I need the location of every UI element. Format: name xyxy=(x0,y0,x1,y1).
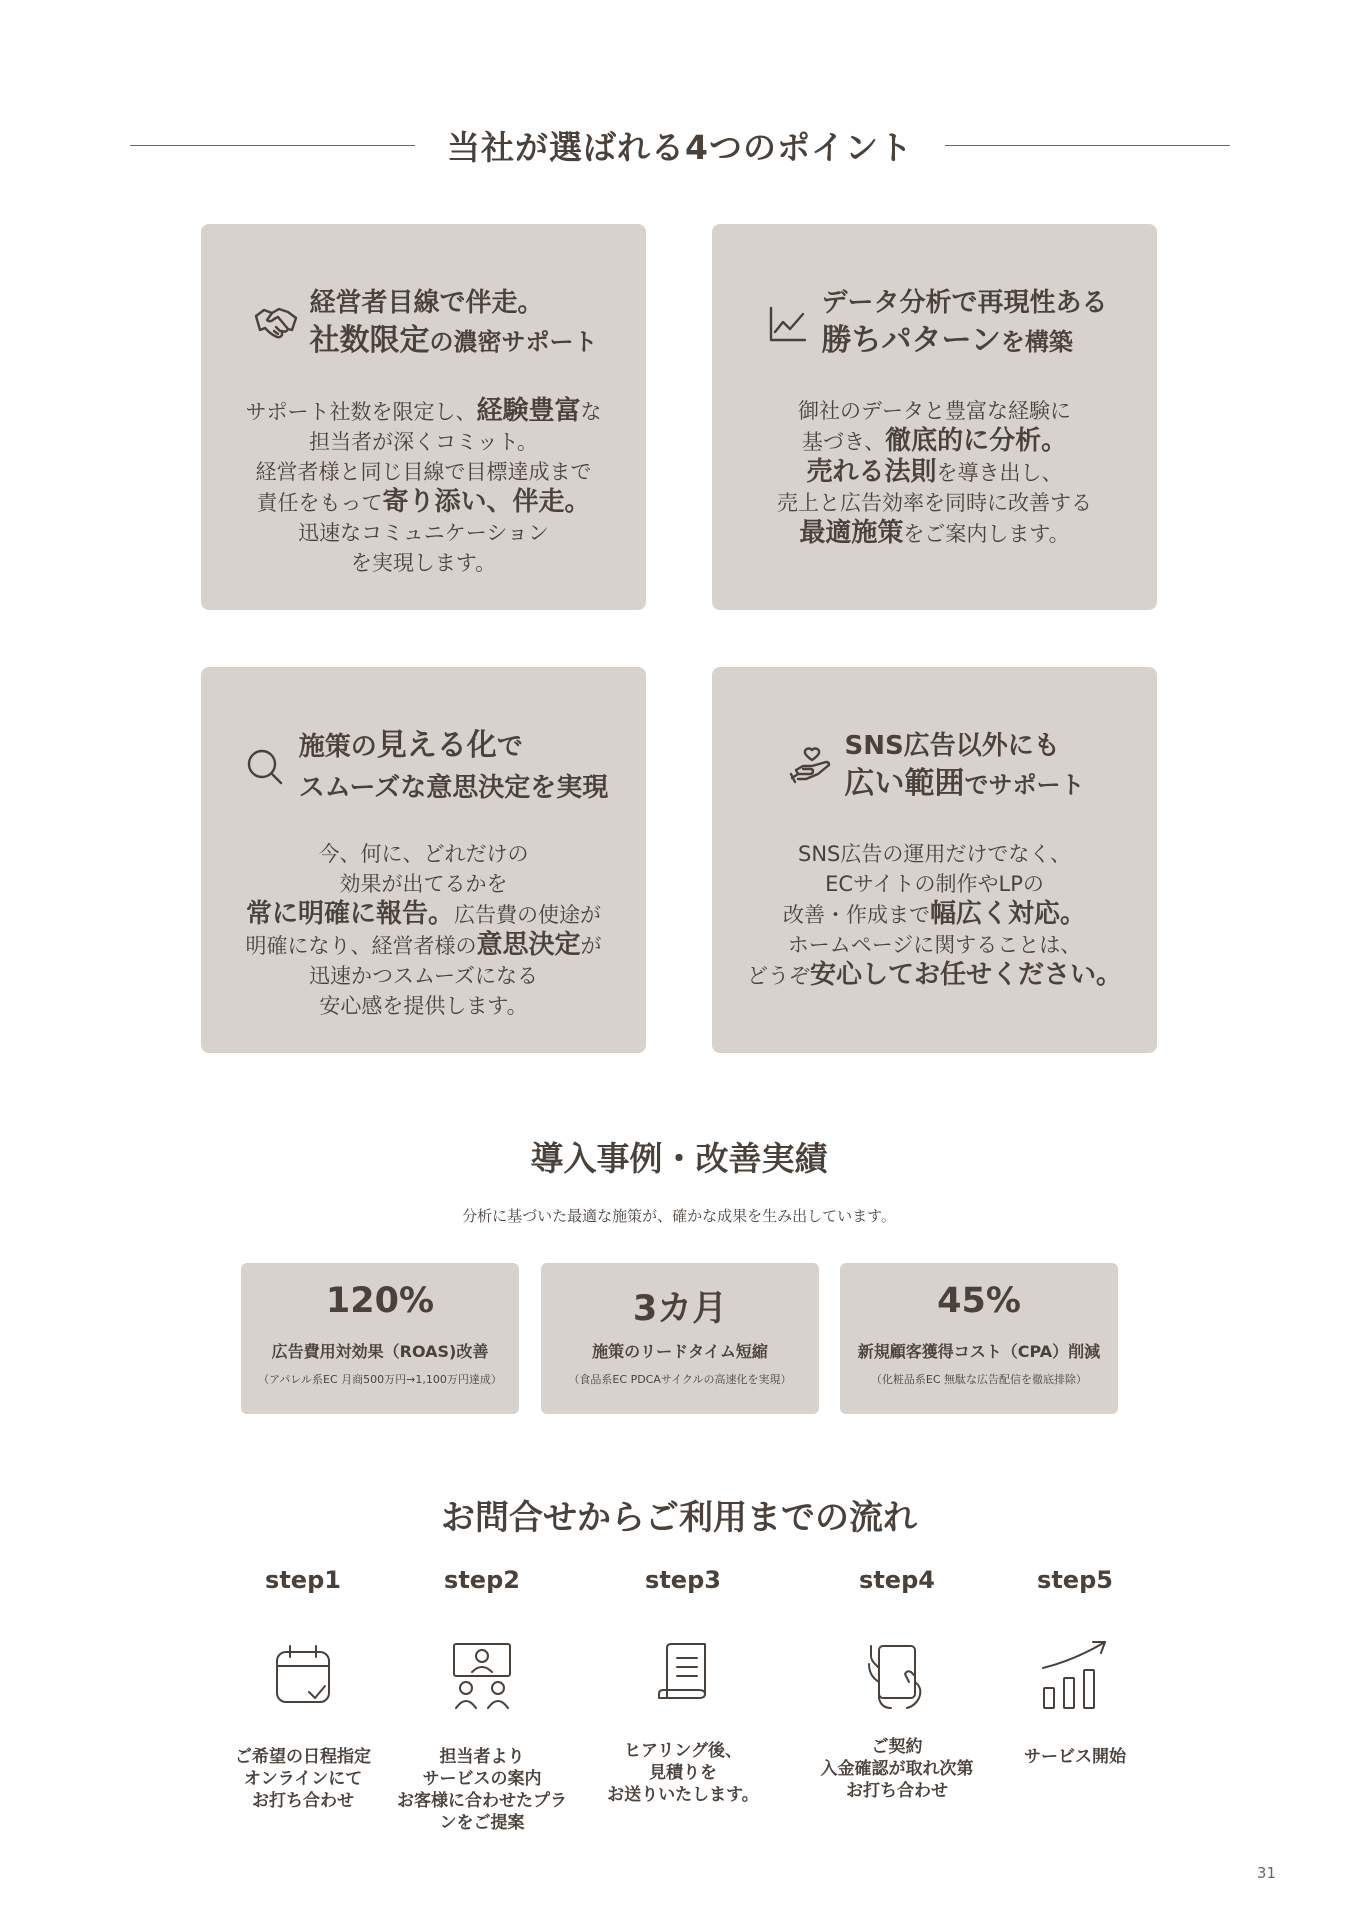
card-title xyxy=(845,727,1085,807)
stat-card-lead-time xyxy=(541,1263,819,1414)
step-text-line: ご契約 xyxy=(871,1737,923,1757)
card-title-line-1: 経営者目線で伴走。 xyxy=(309,288,544,318)
body-line: 売上と広告効率を同時に改善する xyxy=(777,491,1092,515)
body-line xyxy=(722,899,1147,930)
step-text-line: お送りいたします。 xyxy=(607,1785,759,1805)
card-title-line-2 xyxy=(821,322,1107,364)
body-text: 改善・作成まで xyxy=(782,903,930,927)
card-header xyxy=(201,284,646,364)
card-title xyxy=(310,284,598,364)
title-rest: でサポート xyxy=(964,771,1085,799)
body-text: 責任をもって xyxy=(256,491,383,515)
body-text: をご案内します。 xyxy=(903,522,1070,546)
body-line xyxy=(211,396,636,427)
body-line xyxy=(722,426,1147,457)
title-text: 施策の xyxy=(298,732,377,762)
card-body xyxy=(722,839,1147,991)
body-line: ホームページに関することは、 xyxy=(787,933,1082,957)
title-emphasis: 広い範囲 xyxy=(844,766,965,801)
body-line xyxy=(722,518,1147,549)
feature-card-visualization xyxy=(201,667,646,1053)
stat-label: 新規顧客獲得コスト（CPA）削減 xyxy=(857,1342,1101,1361)
body-line: ECサイトの制作やLPの xyxy=(825,872,1044,896)
step-text-line: ンをご提案 xyxy=(439,1813,525,1833)
card-title xyxy=(821,284,1107,364)
step-text xyxy=(965,1746,1185,1768)
card-header xyxy=(201,727,646,807)
section-heading xyxy=(130,120,1230,170)
body-emphasis: 常に明確に報告。 xyxy=(245,899,454,929)
line-chart-icon xyxy=(761,298,813,350)
body-emphasis: 幅広く対応。 xyxy=(929,899,1086,929)
body-text: が xyxy=(580,934,602,958)
body-text: どうぞ xyxy=(746,964,810,988)
section-title: 当社が選ばれる4つのポイント xyxy=(447,127,913,167)
flow-step-2 xyxy=(372,1560,592,1834)
step-text-line: お打ち合わせ xyxy=(846,1781,948,1801)
tablet-sign-icon xyxy=(857,1636,937,1716)
stat-label: 広告費用対効果（ROAS)改善 xyxy=(271,1342,489,1361)
card-title-line-2 xyxy=(845,765,1085,807)
stat-value: 45% xyxy=(937,1281,1021,1321)
body-line: 迅速なコミュニケーション xyxy=(298,521,549,545)
title-emphasis: 見える化 xyxy=(376,728,497,763)
body-text: を導き出し、 xyxy=(936,461,1063,485)
body-line: SNS広告の運用だけでなく、 xyxy=(798,842,1071,866)
card-title-line-1: SNS広告以外にも xyxy=(844,731,1060,761)
step-text-line: サービスの案内 xyxy=(422,1769,542,1789)
card-title-line-1: データ分析で再現性ある xyxy=(821,288,1108,318)
body-line: 効果が出てるかを xyxy=(339,872,508,896)
heading-rule-right xyxy=(945,145,1230,146)
body-line: 今、何に、どれだけの xyxy=(318,842,529,866)
step-text-line: お打ち合わせ xyxy=(252,1791,354,1811)
body-emphasis: 安心してお任せください。 xyxy=(809,960,1122,990)
body-line: 迅速かつスムーズになる xyxy=(309,964,538,988)
stat-note: （化粧品系EC 無駄な広告配信を徹底排除） xyxy=(870,1373,1088,1386)
step-text-line: ヒアリング後、 xyxy=(624,1741,742,1761)
body-emphasis: 意思決定 xyxy=(476,930,581,960)
title-emphasis: 勝ちパターン xyxy=(821,323,1001,358)
step-text-line: 見積りを xyxy=(649,1763,717,1783)
body-emphasis: 寄り添い、伴走。 xyxy=(382,487,591,517)
calendar-check-icon xyxy=(263,1636,343,1716)
card-title xyxy=(299,727,608,807)
body-emphasis: 最適施策 xyxy=(799,518,904,548)
page-number: 31 xyxy=(1256,1864,1276,1882)
hand-heart-icon xyxy=(785,741,837,793)
step-text xyxy=(372,1746,592,1834)
body-line: 担当者が深くコミット。 xyxy=(309,430,538,454)
video-meeting-icon xyxy=(442,1636,522,1716)
stat-card-roas xyxy=(241,1263,519,1414)
body-emphasis: 売れる法則 xyxy=(806,457,937,487)
step-text-line: 入金確認が取れ次第 xyxy=(820,1759,974,1779)
step-text-line: オンラインにて xyxy=(243,1769,363,1789)
title-rest: の濃密サポート xyxy=(429,328,598,356)
step-label: step5 xyxy=(1037,1566,1113,1594)
handshake-icon xyxy=(250,298,302,350)
body-line xyxy=(211,930,636,961)
body-emphasis: 経験豊富 xyxy=(476,396,581,426)
flow-step-3 xyxy=(573,1560,793,1806)
body-text: サポート社数を限定し、 xyxy=(245,400,477,424)
step-text-line: ご希望の日程指定 xyxy=(235,1747,371,1767)
body-text: 広告費の使途が xyxy=(454,903,601,927)
stat-value: 3カ月 xyxy=(632,1289,728,1329)
stat-label: 施策のリードタイム短縮 xyxy=(592,1342,768,1361)
card-title-line-2: スムーズな意思決定を実現 xyxy=(298,773,609,803)
search-icon xyxy=(239,741,291,793)
title-emphasis: 社数限定 xyxy=(309,323,430,358)
body-line xyxy=(211,899,636,930)
card-body xyxy=(211,839,636,1021)
step-text-line: 担当者より xyxy=(439,1747,525,1767)
card-title-line-2 xyxy=(310,322,598,364)
card-body xyxy=(211,396,636,578)
body-emphasis: 徹底的に分析。 xyxy=(885,426,1068,456)
case-studies-title: 導入事例・改善実績 xyxy=(530,1139,828,1178)
body-text: 基づき、 xyxy=(801,430,886,454)
card-header xyxy=(712,284,1157,364)
case-studies-subtitle: 分析に基づいた最適な施策が、確かな成果を生み出しています。 xyxy=(462,1207,896,1225)
body-line: を実現します。 xyxy=(350,551,497,575)
card-header xyxy=(712,727,1157,807)
stat-value: 120% xyxy=(325,1281,435,1321)
feature-card-data-analysis xyxy=(712,224,1157,610)
body-line: 経営者様と同じ目線で目標達成まで xyxy=(255,460,592,484)
feature-card-hands-on-support xyxy=(201,224,646,610)
heading-rule-left xyxy=(130,145,415,146)
card-title-line-1 xyxy=(299,727,608,769)
flow-step-5 xyxy=(965,1560,1185,1768)
title-text: で xyxy=(496,732,523,762)
body-line xyxy=(211,487,636,518)
body-line: 御社のデータと豊富な経験に xyxy=(798,399,1071,423)
stat-note: （アパレル系EC 月商500万円→1,100万円達成） xyxy=(258,1373,502,1386)
step-label: step3 xyxy=(645,1566,721,1594)
body-text: 明確になり、経営者様の xyxy=(245,934,477,958)
document-icon xyxy=(643,1636,723,1716)
card-body xyxy=(722,396,1147,549)
step-text-line: サービス開始 xyxy=(1024,1747,1126,1767)
step-label: step2 xyxy=(444,1566,520,1594)
stat-card-cpa xyxy=(840,1263,1118,1414)
growth-chart-icon xyxy=(1035,1636,1115,1716)
step-label: step1 xyxy=(265,1566,341,1594)
stat-note: （食品系EC PDCAサイクルの高速化を実現） xyxy=(568,1373,792,1386)
step-label: step4 xyxy=(859,1566,935,1594)
title-rest: を構築 xyxy=(1000,328,1073,356)
body-line xyxy=(722,960,1147,991)
flow-title: お問合せからご利用までの流れ xyxy=(441,1498,917,1538)
body-line: 安心感を提供します。 xyxy=(319,994,528,1018)
step-text xyxy=(573,1740,793,1806)
feature-card-broad-support xyxy=(712,667,1157,1053)
step-text-line: お客様に合わせたプラ xyxy=(397,1791,567,1811)
body-line xyxy=(722,457,1147,488)
body-text: な xyxy=(580,400,602,424)
